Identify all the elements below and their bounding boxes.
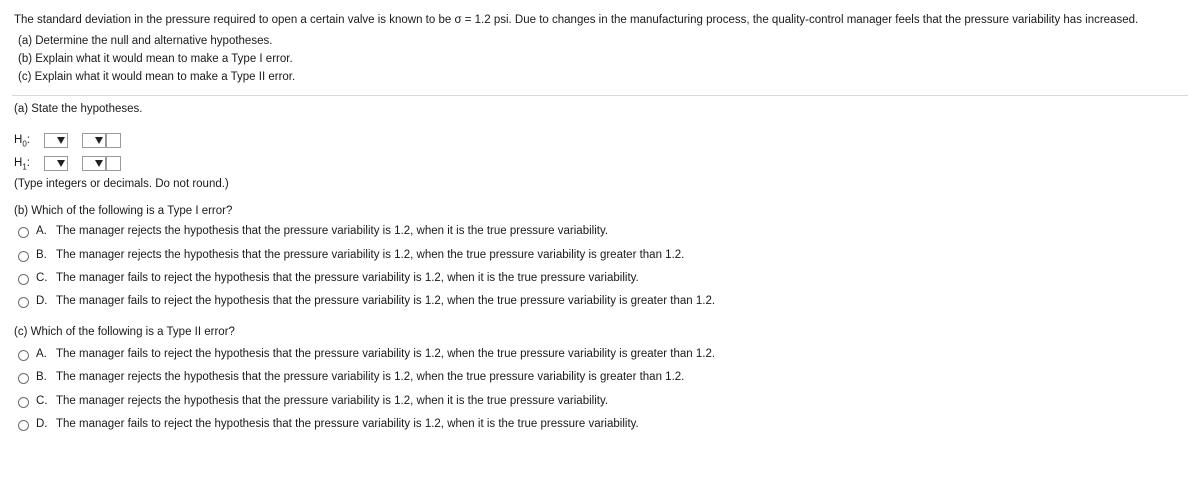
problem-part-a: (a) Determine the null and alternative hypotheses. [18,35,273,47]
h1-label: $H_1$: [14,157,30,172]
option-text: The manager rejects the hypothesis that the pressure variability is 1.2, when it is the true pressure variability. [56,225,609,237]
option-text: The manager rejects the hypothesis that the pressure variability is 1.2, when the true pressure variability is greater than 1.2. [56,249,685,261]
radio-circle-icon[interactable] [18,227,29,238]
option-text: The manager rejects the hypothesis that the pressure variability is 1.2, when it is the true pressure variability. [56,395,609,407]
triangle-down-icon [57,160,65,167]
triangle-down-icon [95,160,103,167]
option-text: The manager fails to reject the hypothesis that the pressure variability is 1.2, when the true pressure variability is greater than 1.2. [56,295,716,307]
radio-circle-icon[interactable] [18,297,29,308]
problem-part-c: (c) Explain what it would mean to make a Type II error. [18,71,296,83]
radio-circle-icon[interactable] [18,373,29,384]
option-text: The manager fails to reject the hypothesis that the pressure variability is 1.2, when it is the true pressure variability. [56,272,639,284]
option-letter: A. [36,348,47,360]
option-letter: B. [36,371,47,383]
radio-circle-icon[interactable] [18,420,29,431]
radio-circle-icon[interactable] [18,251,29,262]
triangle-down-icon [95,137,103,144]
h1-value-input[interactable] [106,156,121,171]
option-text: The manager fails to reject the hypothesis that the pressure variability is 1.2, when the true pressure variability is greater than 1.2. [56,348,716,360]
h0-relation-dropdown[interactable] [82,133,106,148]
h1-parameter-dropdown[interactable] [44,156,68,171]
part-a-note: (Type integers or decimals. Do not round.) [14,178,229,190]
problem-part-b: (b) Explain what it would mean to make a Type I error. [18,53,293,65]
option-letter: D. [36,418,48,430]
radio-circle-icon[interactable] [18,397,29,408]
radio-circle-icon[interactable] [18,274,29,285]
triangle-down-icon [57,137,65,144]
option-letter: D. [36,295,48,307]
option-text: The manager fails to reject the hypothesis that the pressure variability is 1.2, when it is the true pressure variability. [56,418,639,430]
option-letter: C. [36,272,48,284]
part-c-prompt: (c) Which of the following is a Type II error? [14,326,235,338]
divider [12,95,1188,96]
part-a-prompt: (a) State the hypotheses. [14,103,143,115]
option-letter: A. [36,225,47,237]
option-letter: C. [36,395,48,407]
option-letter: B. [36,249,47,261]
radio-circle-icon[interactable] [18,350,29,361]
h0-parameter-dropdown[interactable] [44,133,68,148]
h0-label: $H_0$: [14,134,30,149]
part-b-prompt: (b) Which of the following is a Type I error? [14,205,233,217]
h1-relation-dropdown[interactable] [82,156,106,171]
problem-statement: The standard deviation in the pressure required to open a certain valve is known to be σ = 1.2 psi. Due to changes in the manufacturing process, the quality-control manager feels that the pressure variability has increased. [14,14,1139,26]
option-text: The manager rejects the hypothesis that the pressure variability is 1.2, when the true pressure variability is greater than 1.2. [56,371,685,383]
h0-value-input[interactable] [106,133,121,148]
